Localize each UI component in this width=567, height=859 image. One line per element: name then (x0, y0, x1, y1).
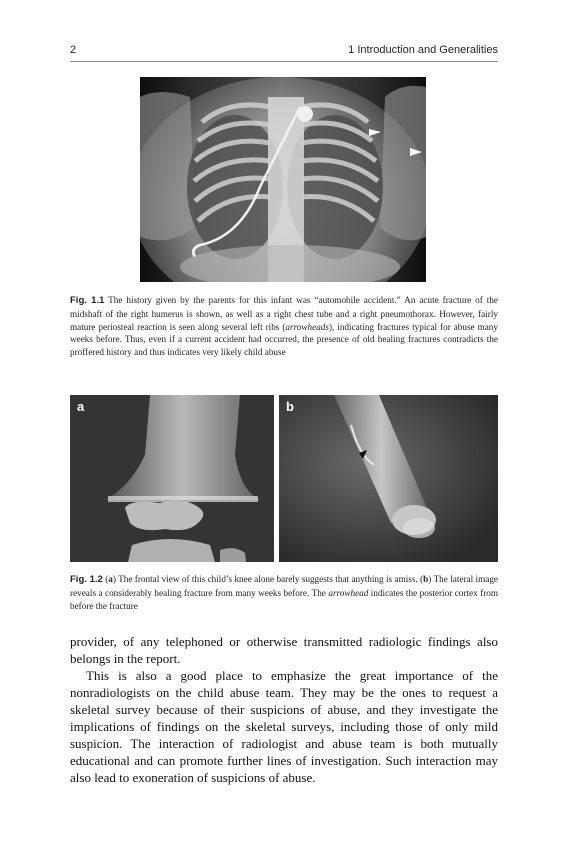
page-number: 2 (70, 44, 77, 56)
panel-b-label: b (286, 399, 294, 414)
paragraph: This is also a good place to emphasize the great importance of the nonradiologists on the child abuse team. They may be the ones to request a skeletal survey because of their suspicions of abuse, and they investigate the implications of findings on the skeletal surveys, including those of only mild suspicion. The interaction of radiologist and abuse team is both mutually educational and can promote further lines of investigation. Such interaction may also lead to exoneration of suspicions of abuse. (70, 668, 498, 785)
caption-text: indicates the posterior cortex from before the fracture (70, 587, 498, 611)
caption-panel-ref: b (423, 574, 429, 584)
paragraph: provider, of any telephoned or otherwise transmitted radiologic findings also belongs in the report. (70, 634, 498, 666)
figure-1-2-caption (70, 573, 498, 612)
header-rule (70, 61, 498, 62)
chapter-title: 1 Introduction and Generalities (348, 44, 498, 56)
figure-1-2b-knee-lateral (279, 395, 498, 562)
running-header (70, 44, 498, 60)
caption-text: ) The lateral image reveals a considerably healing fracture from many weeks before. The (70, 574, 499, 598)
caption-text: The history given by the parents for this infant was “automobile accident.” An acute fracture of the midshaft of the right humerus is shown, as well as a right chest tube and a right pneumothorax. However, fairly mature periosteal reaction is seen along several left ribs ( (70, 295, 498, 332)
caption-panel-ref: a (108, 574, 113, 584)
figure-1-1-caption (70, 294, 498, 359)
figure-1-1-chest-xray (140, 77, 426, 282)
figure-1-1-label: Fig. 1.1 (70, 295, 105, 306)
caption-text: ( (102, 574, 109, 584)
body-text (70, 633, 498, 786)
figure-1-2-label: Fig. 1.2 (70, 574, 103, 585)
caption-italic: arrowheads (285, 321, 329, 332)
caption-text: ), indicating fractures typical for abuse many weeks before. Thus, even if a current accident had occurred, the presence of old healing fractures contradicts the proffered history and thus indicates very likely child abuse (70, 321, 498, 358)
figure-1-2a-knee-frontal (70, 395, 274, 562)
caption-italic: arrowhead (328, 587, 369, 598)
caption-text: ) The frontal view of this child’s knee alone barely suggests that anything is amiss. ( (112, 574, 424, 584)
panel-a-label: a (77, 399, 85, 414)
